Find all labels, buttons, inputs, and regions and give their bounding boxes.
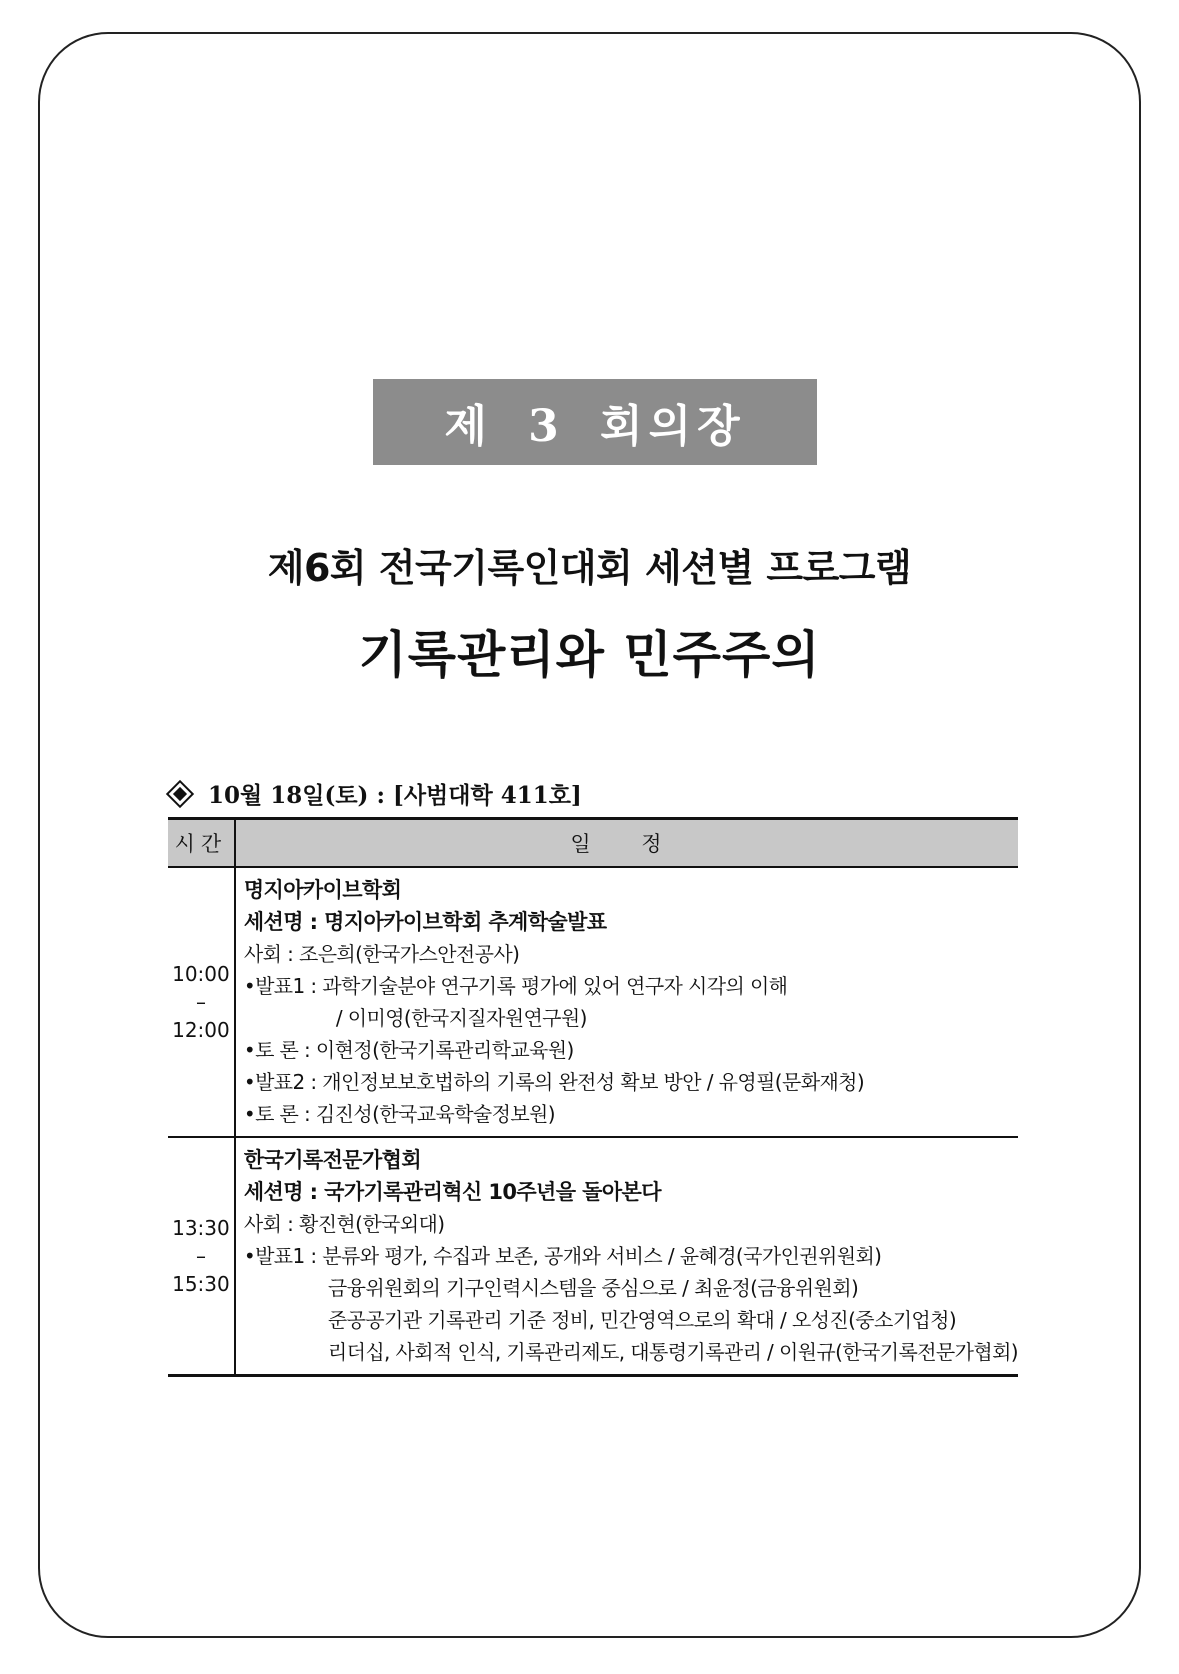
session-item: •발표1 : 분류와 평가, 수집과 보존, 공개와 서비스 / 윤혜경(국가인권위원회) [243, 1244, 882, 1268]
header-time: 시간 [168, 819, 235, 868]
session-row [168, 1137, 1018, 1376]
session-moderator: 사회 : 조은희(한국가스안전공사) [243, 942, 520, 966]
session-name: 세션명 : 국가기록관리혁신 10주년을 돌아본다 [243, 1180, 661, 1204]
session-item: 금융위원회의 기구인력시스템을 중심으로 / 최윤정(금융위원회) [327, 1276, 859, 1300]
main-title: 기록관리와 민주주의 [358, 626, 821, 684]
session-item: •토 론 : 이현정(한국기록관리학교육원) [243, 1038, 574, 1062]
time-separator: – [195, 990, 206, 1014]
session-time [168, 1137, 235, 1376]
date-line [170, 777, 582, 810]
session-item: •토 론 : 김진성(한국교육학술정보원) [243, 1102, 555, 1126]
session-item: 리더십, 사회적 인식, 기록관리제도, 대통령기록관리 / 이원규(한국기록전문가협회) [327, 1340, 1018, 1364]
session-row [168, 867, 1018, 1137]
time-end: 12:00 [172, 1018, 230, 1042]
time-start: 13:30 [172, 1216, 230, 1240]
session-org: 명지아카이브학회 [243, 878, 402, 902]
date-line-text: 10월 18일(토) : [사범대학 411호] [208, 782, 582, 809]
diamond-icon [166, 779, 194, 807]
session-name: 세션명 : 명지아카이브학회 추계학술발표 [243, 910, 607, 934]
table-header-row [168, 819, 1018, 868]
time-separator: – [195, 1244, 206, 1268]
session-schedule [235, 1137, 1018, 1376]
session-item: •발표1 : 과학기술분야 연구기록 평가에 있어 연구자 시각의 이해 [243, 974, 788, 998]
session-moderator: 사회 : 황진현(한국외대) [243, 1212, 445, 1236]
program-title: 제6회 전국기록인대회 세션별 프로그램 [267, 546, 912, 590]
session-item: 준공공기관 기록관리 기준 정비, 민간영역으로의 확대 / 오성진(중소기업청) [327, 1308, 957, 1332]
time-start: 10:00 [172, 962, 230, 986]
session-schedule [235, 867, 1018, 1137]
session-item: / 이미영(한국지질자원연구원) [335, 1006, 587, 1030]
header-schedule: 일 정 [235, 819, 1018, 868]
room-banner: 제 3 회의장 [373, 379, 817, 465]
session-item: •발표2 : 개인정보보호법하의 기록의 완전성 확보 방안 / 유영필(문화재청) [243, 1070, 865, 1094]
schedule-table [168, 817, 1018, 1377]
session-time [168, 867, 235, 1137]
time-end: 15:30 [172, 1272, 230, 1296]
session-org: 한국기록전문가협회 [243, 1148, 422, 1172]
